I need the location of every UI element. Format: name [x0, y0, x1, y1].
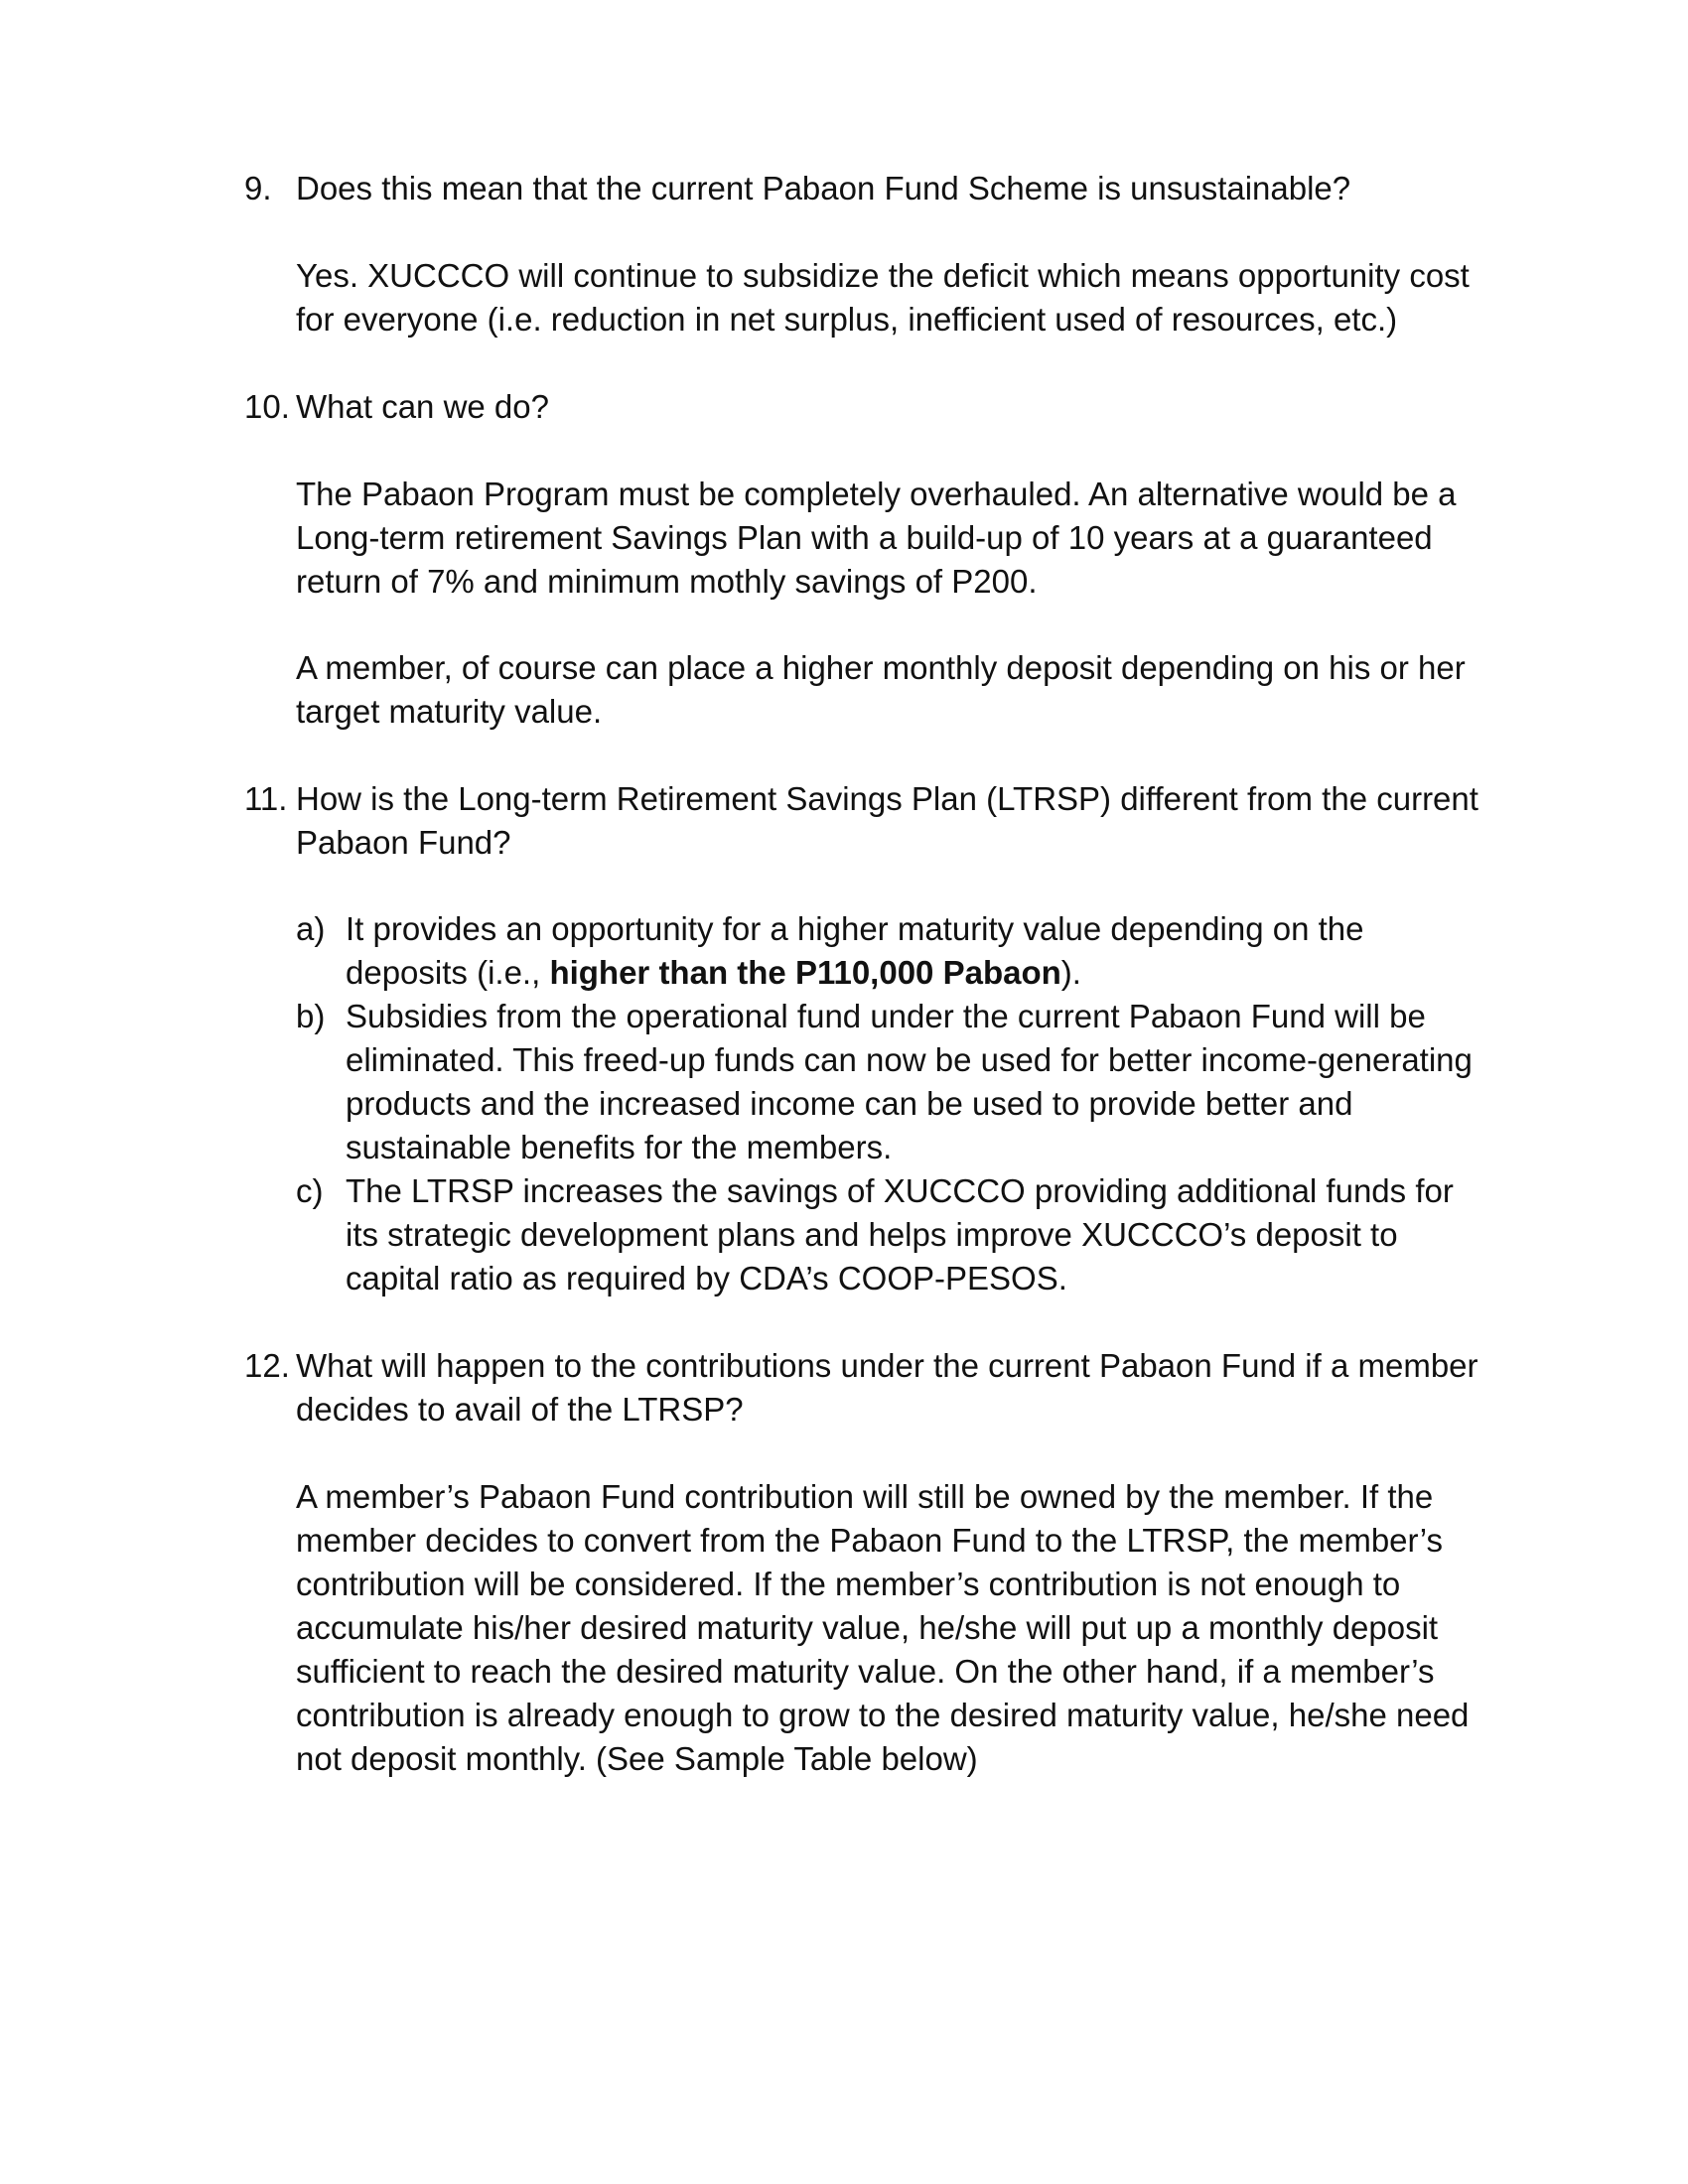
- question-number: 11.: [244, 780, 288, 817]
- question-text: How is the Long-term Retirement Savings Plan (LTRSP) different from the current Pabaon Fund?: [296, 780, 1478, 861]
- list-item-text: It provides an opportunity for a higher maturity value depending on the deposits (i.e.,: [346, 910, 1364, 991]
- answer-10-paragraph-2: [296, 646, 1487, 734]
- question-number: 12.: [244, 1347, 290, 1384]
- list-item-bold-text: higher than the P110,000 Pabaon: [549, 954, 1061, 991]
- list-item-text: The LTRSP increases the savings of XUCCCO providing additional funds for its strategic development plans and helps improve XUCCCO’s deposit to capital ratio as required by CDA’s COOP-PESOS.: [346, 1172, 1454, 1297]
- list-item: [296, 907, 1487, 995]
- answer-11-list: [296, 907, 1487, 1300]
- question-text: What can we do?: [296, 388, 549, 425]
- question-10: [244, 385, 1485, 429]
- answer-12: [296, 1475, 1487, 1781]
- list-item-text-end: ).: [1060, 954, 1081, 991]
- list-item-text: Subsidies from the operational fund under the current Pabaon Fund will be eliminated. This freed-up funds can now be used for better income-generating products and the increased income can be used to provide better and sustainable benefits for the members.: [346, 998, 1473, 1165]
- answer-9: [296, 254, 1487, 341]
- question-11: [244, 777, 1485, 865]
- answer-paragraph: Yes. XUCCCO will continue to subsidize the deficit which means opportunity cost for everyone (i.e. reduction in net surplus, inefficient used of resources, etc.): [296, 257, 1470, 338]
- answer-paragraph: A member’s Pabaon Fund contribution will still be owned by the member. If the member decides to convert from the Pabaon Fund to the LTRSP, the member’s contribution will be considered. If the member’s contribution is not enough to accumulate his/her desired maturity value, he/she will put up a monthly deposit sufficient to reach the desired maturity value. On the other hand, if a member’s contribution is already enough to grow to the desired maturity value, he/she need not deposit monthly. (See Sample Table below): [296, 1478, 1470, 1777]
- list-item: [296, 995, 1487, 1169]
- question-text: What will happen to the contributions under the current Pabaon Fund if a member decides to avail of the LTRSP?: [296, 1347, 1478, 1428]
- question-text: Does this mean that the current Pabaon Fund Scheme is unsustainable?: [296, 170, 1351, 206]
- answer-paragraph: A member, of course can place a higher monthly deposit depending on his or her target maturity value.: [296, 649, 1466, 730]
- list-item: [296, 1169, 1487, 1300]
- list-marker: c): [296, 1172, 324, 1209]
- answer-10-paragraph-1: [296, 473, 1487, 604]
- list-marker: a): [296, 910, 326, 947]
- question-number: 10.: [244, 388, 290, 425]
- question-number: 9.: [244, 170, 272, 206]
- question-9: [244, 167, 1485, 210]
- question-12: [244, 1344, 1485, 1432]
- answer-paragraph: The Pabaon Program must be completely overhauled. An alternative would be a Long-term retirement Savings Plan with a build-up of 10 years at a guaranteed return of 7% and minimum mothly savings of P200.: [296, 476, 1457, 600]
- list-marker: b): [296, 998, 326, 1034]
